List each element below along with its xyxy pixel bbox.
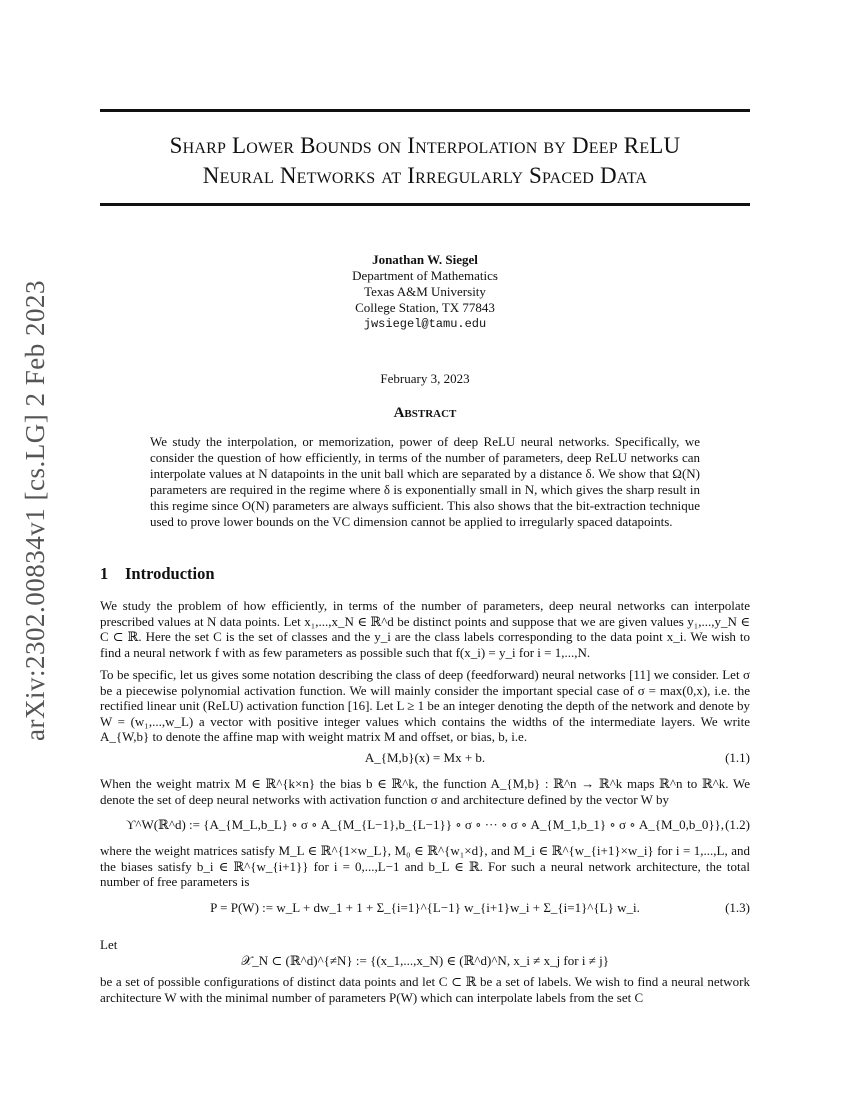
title-rule-top <box>100 109 750 112</box>
author-location: College Station, TX 77843 <box>355 300 495 315</box>
arxiv-stamp <box>12 270 58 750</box>
abstract-heading: Abstract <box>393 405 457 421</box>
arxiv-stamp-text: arXiv:2302.00834v1 [cs.LG] 2 Feb 2023 <box>19 279 50 741</box>
paper-title-line-1: Sharp Lower Bounds on Interpolation by Deep ReLU <box>169 133 681 158</box>
title-rule-bottom <box>100 203 750 206</box>
equation-1-1 <box>100 750 750 768</box>
author-email[interactable]: jwsiegel@tamu.edu <box>363 317 487 331</box>
intro-paragraph-3-text: When the weight matrix M ∈ ℝ^{k×n} the bias b ∈ ℝ^k, the function A_{M,b} : ℝ^n → ℝ^k maps ℝ^n to ℝ^k. We denote the set of deep neural networks with activation function σ and architecture defined by the vector W by <box>100 776 750 807</box>
section-heading <box>100 564 215 584</box>
intro-paragraph-1-text: We study the problem of how efficiently, in terms of the number of parameters, deep neural networks can interpolate prescribed values at N data points. Let x₁,...,x_N ∈ ℝ^d be distinct points and suppose that we are given values y₁,...,y_N ∈ C ⊂ ℝ. Here the set C is the set of classes and the y_i are the class labels corresponding to the data point x_i. We wish to find a neural network f with as few parameters as possible such that f(x_i) = y_i for i = 1,...,N. <box>100 598 750 660</box>
intro-paragraph-2 <box>100 667 750 745</box>
intro-paragraph-4 <box>100 843 750 890</box>
paper-date: February 3, 2023 <box>380 371 470 386</box>
equation-1-3 <box>100 900 750 918</box>
intro-paragraph-3 <box>100 776 750 807</box>
let-label: Let <box>100 937 118 952</box>
equation-1-3-tag: (1.3) <box>725 900 750 915</box>
equation-configurations <box>100 953 750 971</box>
author-university: Texas A&M University <box>364 284 486 299</box>
intro-paragraph-1 <box>100 598 750 660</box>
equation-1-1-tag: (1.1) <box>725 750 750 765</box>
equation-1-2-body: ϒ^W(ℝ^d) := {A_{M_L,b_L} ∘ σ ∘ A_{M_{L−1},b_{L−1}} ∘ σ ∘ ··· ∘ σ ∘ A_{M_1,b_1} ∘ σ ∘ A_{M_0,b_0}}, <box>125 817 725 832</box>
equation-1-2-tag: (1.2) <box>725 817 750 832</box>
author-department: Department of Mathematics <box>352 268 498 283</box>
paper-title-line-2: Neural Networks at Irregularly Spaced Data <box>202 163 648 188</box>
equation-1-2 <box>100 817 750 835</box>
intro-paragraph-4-text: where the weight matrices satisfy M_L ∈ ℝ^{1×w_L}, M₀ ∈ ℝ^{w₁×d}, and M_i ∈ ℝ^{w_{i+1}×w_i} for i = 1,...,L, and the biases satisfy b_i ∈ ℝ^{w_{i+1}} for i = 0,...,L−1 and b_L ∈ ℝ. For such a neural network architecture, the total number of free parameters is <box>100 843 750 889</box>
section-title: Introduction <box>125 564 215 583</box>
equation-configurations-body: 𝒳_N ⊂ (ℝ^d)^{≠N} := {(x_1,...,x_N) ∈ (ℝ^d)^N, x_i ≠ x_j for i ≠ j} <box>241 953 609 968</box>
intro-paragraph-5 <box>100 974 750 1005</box>
equation-1-3-body: P = P(W) := w_L + dw_1 + 1 + Σ_{i=1}^{L−1} w_{i+1}w_i + Σ_{i=1}^{L} w_i. <box>210 900 640 915</box>
section-number: 1 <box>100 564 109 583</box>
intro-paragraph-5-text: be a set of possible configurations of distinct data points and let C ⊂ ℝ be a set of labels. We wish to find a neural network architecture W with the minimal number of parameters P(W) which can interpolate labels from the set C <box>100 974 750 1005</box>
author-name: Jonathan W. Siegel <box>372 252 478 267</box>
intro-paragraph-2-text: To be specific, let us gives some notation describing the class of deep (feedforward) neural networks [11] we consider. Let σ be a piecewise polynomial activation function. We will mainly consider the important special case of σ = max(0,x), i.e. the rectified linear unit (ReLU) activation function [16]. Let L ≥ 1 be an integer denoting the depth of the network and denote by W = (w₁,...,w_L) a vector with positive integer values which contains the widths of the intermediate layers. We write A_{W,b} to denote the affine map with weight matrix M and offset, or bias, b, i.e. <box>100 667 750 744</box>
abstract-body <box>150 434 700 530</box>
equation-1-1-body: A_{M,b}(x) = Mx + b. <box>364 750 486 765</box>
abstract-text: We study the interpolation, or memorization, power of deep ReLU neural networks. Specifically, we consider the question of how efficiently, in terms of the number of parameters, deep ReLU networks can interpolate values at N datapoints in the unit ball which are separated by a distance δ. We show that Ω(N) parameters are required in the regime where δ is exponentially small in N, which gives the sharp result in this regime since O(N) parameters are always sufficient. This also shows that the bit-extraction technique used to prove lower bounds on the VC dimension cannot be applied to irregularly spaced datapoints. <box>150 434 700 529</box>
